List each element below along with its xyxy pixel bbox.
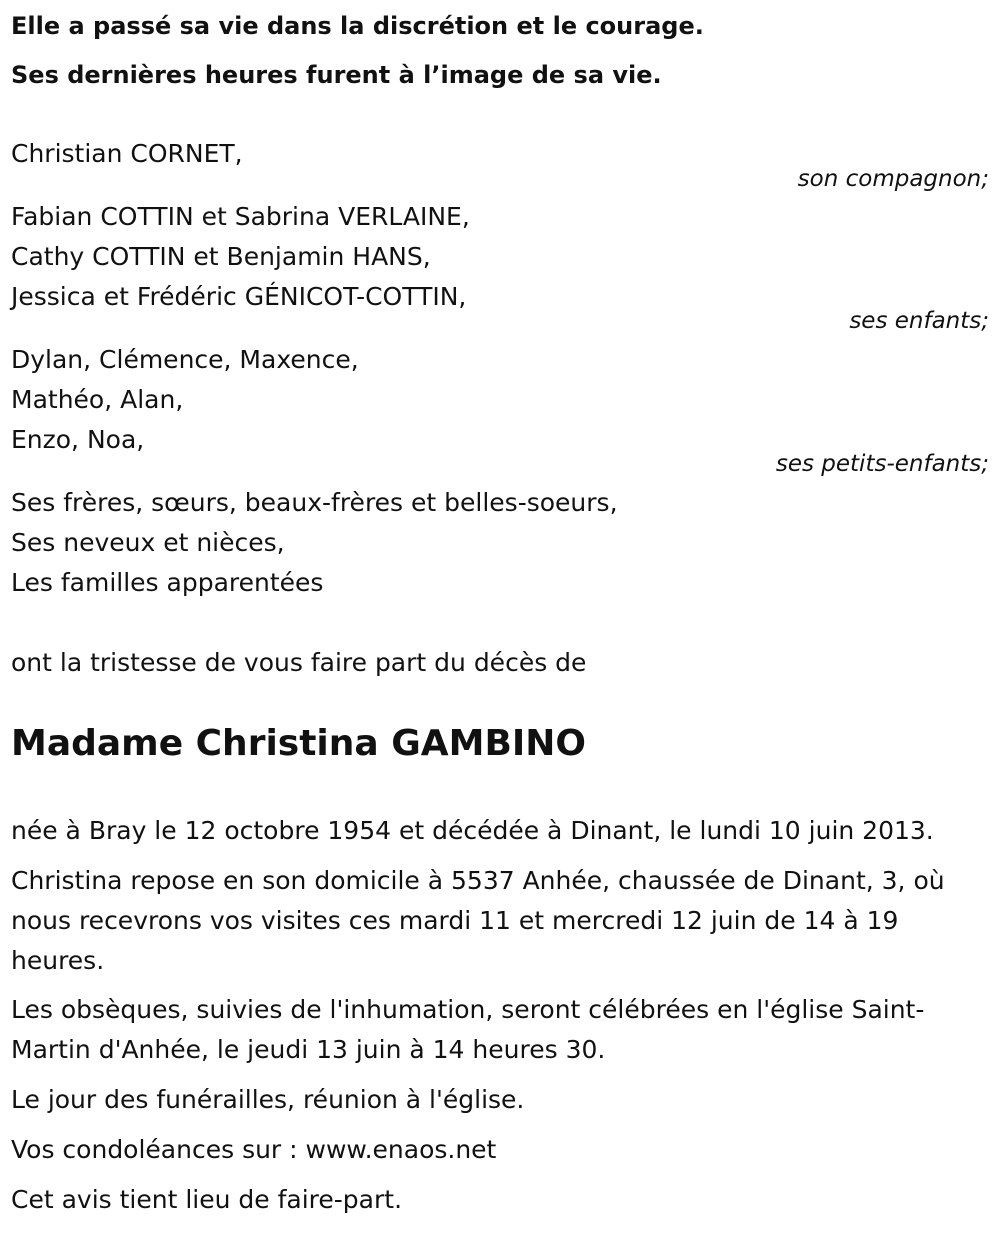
deceased-name: Madame Christina GAMBINO xyxy=(11,723,587,764)
notice-paragraph: Cet avis tient lieu de faire-part. xyxy=(11,1185,403,1214)
child-name: Cathy COTTIN et Benjamin HANS, xyxy=(11,242,431,271)
epigraph-line-2: Ses dernières heures furent à l’image de sa vie. xyxy=(11,61,662,89)
child-name: Jessica et Frédéric GÉNICOT-COTTIN, xyxy=(11,282,467,311)
relatives-line: Ses frères, sœurs, beaux-frères et belles-soeurs, xyxy=(11,488,618,517)
meeting-paragraph: Le jour des funérailles, réunion à l'église. xyxy=(11,1085,525,1114)
grandchild-names: Dylan, Clémence, Maxence, xyxy=(11,345,359,374)
grandchild-names: Mathéo, Alan, xyxy=(11,385,184,414)
epigraph-line-1: Elle a passé sa vie dans la discrétion et le courage. xyxy=(11,12,704,40)
funeral-paragraph: Les obsèques, suivies de l'inhumation, seront célébrées en l'église Saint-Martin d'Anhée, le jeudi 13 juin à 14 heures 30. xyxy=(11,995,925,1064)
visits-paragraph: Christina repose en son domicile à 5537 Anhée, chaussée de Dinant, 3, où nous recevrons vos visites ces mardi 11 et mercredi 12 juin de 14 à 19 heures. xyxy=(11,866,945,975)
grandchildren-role: ses petits-enfants; xyxy=(775,451,989,477)
grandchild-names: Enzo, Noa, xyxy=(11,425,145,454)
relatives-line: Ses neveux et nièces, xyxy=(11,528,285,557)
companion-role: son compagnon; xyxy=(797,166,989,192)
relatives-line: Les familles apparentées xyxy=(11,568,324,597)
companion-name: Christian CORNET, xyxy=(11,139,243,168)
announcement-text: ont la tristesse de vous faire part du décès de xyxy=(11,648,587,677)
birth-death-paragraph: née à Bray le 12 octobre 1954 et décédée à Dinant, le lundi 10 juin 2013. xyxy=(11,816,934,845)
children-role: ses enfants; xyxy=(849,308,989,334)
condolences-paragraph: Vos condoléances sur : www.enaos.net xyxy=(11,1135,497,1164)
child-name: Fabian COTTIN et Sabrina VERLAINE, xyxy=(11,202,470,231)
